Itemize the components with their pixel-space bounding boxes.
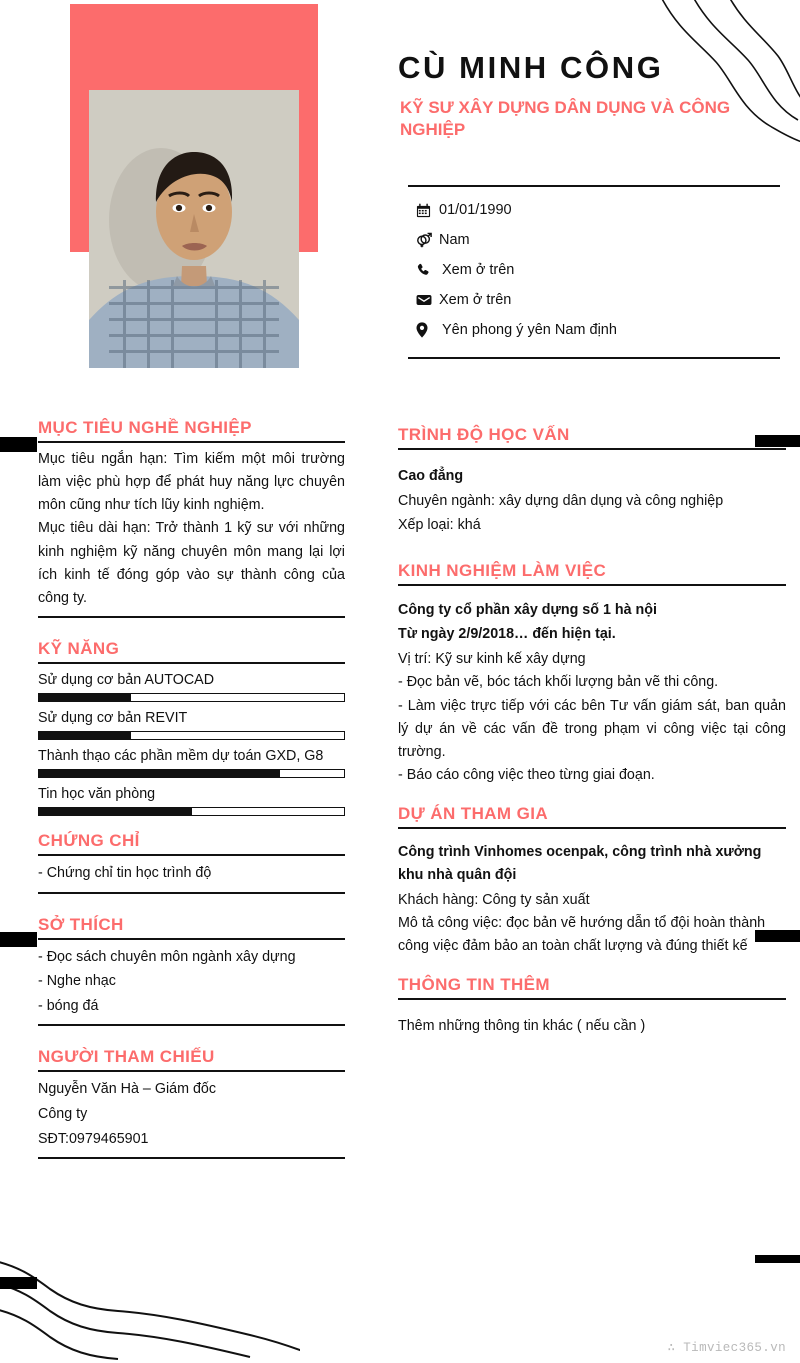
- skill-item: [38, 740, 345, 778]
- edge-marker-left-mid: [0, 932, 37, 947]
- section-skills: [38, 639, 345, 828]
- edge-marker-right-bottom: [755, 1255, 800, 1263]
- contact-row-birthday: [416, 195, 780, 225]
- section-title: KINH NGHIỆM LÀM VIỆC: [398, 560, 607, 580]
- skill-item: [38, 778, 345, 816]
- experience-company: Công ty cổ phần xây dựng số 1 hà nội: [398, 601, 657, 618]
- skill-progress-bar: [38, 731, 345, 740]
- section-title: SỞ THÍCH: [38, 914, 124, 934]
- edge-marker-left-bottom: [0, 1277, 37, 1289]
- experience-duty: - Làm việc trực tiếp với các bên Tư vấn giám sát, ban quản lý dự án về các vấn đề trong phạm vi công việc tại công trường.: [398, 697, 786, 760]
- experience-duty: - Báo cáo công việc theo từng giai đoạn.: [398, 767, 655, 784]
- contact-value: Xem ở trên: [442, 262, 515, 278]
- section-rule-bottom: [38, 1157, 345, 1159]
- section-projects: [398, 804, 786, 964]
- section-title: THÔNG TIN THÊM: [398, 975, 550, 995]
- contact-value: Xem ở trên: [439, 292, 512, 308]
- section-rule-bottom: [38, 1024, 345, 1026]
- section-title: TRÌNH ĐỘ HỌC VẤN: [398, 425, 570, 444]
- contact-value: Nam: [439, 232, 470, 248]
- skill-progress-fill: [39, 694, 131, 701]
- section-title: MỤC TIÊU NGHỀ NGHIỆP: [38, 418, 252, 437]
- contact-row-phone: [416, 255, 780, 285]
- section-hobbies: [38, 915, 345, 1027]
- contact-rule-bottom: [408, 357, 780, 359]
- skill-label: Sử dụng cơ bản AUTOCAD: [38, 672, 215, 689]
- education-line: Xếp loại: khá: [398, 517, 481, 534]
- phone-icon: [416, 263, 438, 277]
- email-icon: [416, 293, 438, 307]
- contact-value: 01/01/1990: [439, 202, 512, 218]
- project-line: Mô tả công việc: đọc bản vẽ hướng dẫn tổ đội hoàn thành công việc đảm bảo an toàn chất lượng và đúng thiết kế: [398, 915, 766, 955]
- education-degree: Cao đẳng: [398, 468, 464, 484]
- project-name: Công trình Vinhomes ocenpak, công trình nhà xưởng khu nhà quân đội: [398, 844, 762, 884]
- section-education: [398, 425, 786, 544]
- section-title: KỸ NĂNG: [38, 639, 120, 659]
- wave-decoration-bottom-left: [0, 1253, 300, 1363]
- contact-row-gender: [416, 225, 780, 255]
- location-pin-icon: [416, 322, 438, 338]
- section-rule-bottom: [38, 616, 345, 618]
- contact-value: Yên phong ý yên Nam định: [442, 322, 617, 338]
- skill-item: [38, 664, 345, 702]
- objective-paragraph: Mục tiêu ngắn hạn: Tìm kiếm một môi trường làm việc phù hợp để phát huy năng lực chuyên môn cũng như tích lũy kinh nghiệm.: [38, 451, 345, 514]
- skill-progress-bar: [38, 693, 345, 702]
- reference-item: Nguyễn Văn Hà – Giám đốc: [38, 1081, 217, 1098]
- skill-label: Sử dụng cơ bản REVIT: [38, 710, 188, 727]
- section-experience: [398, 561, 786, 794]
- right-column: [398, 425, 786, 1048]
- avatar: [89, 90, 299, 368]
- education-line: Chuyên ngành: xây dựng dân dụng và công nghiệp: [398, 492, 724, 509]
- job-title: KỸ SƯ XÂY DỰNG DÂN DỤNG VÀ CÔNG NGHIỆP: [400, 98, 731, 140]
- section-additional: [398, 975, 786, 1045]
- reference-item: Công ty: [38, 1105, 88, 1122]
- project-line: Khách hàng: Công ty sản xuất: [398, 891, 590, 908]
- experience-period: Từ ngày 2/9/2018… đến hiện tại.: [398, 626, 616, 643]
- calendar-icon: [416, 203, 438, 218]
- objective-paragraph: Mục tiêu dài hạn: Trở thành 1 kỹ sư với những kinh nghiệm kỹ năng chuyên môn mang lại lợi ích kinh tế đóng góp vào sự thành công của công ty.: [38, 520, 345, 606]
- contact-row-address: [416, 315, 780, 345]
- reference-item: SĐT:0979465901: [38, 1130, 149, 1147]
- experience-duty: - Đọc bản vẽ, bóc tách khối lượng bản vẽ thi công.: [398, 674, 719, 691]
- skill-progress-fill: [39, 808, 192, 815]
- hobby-item: - Đọc sách chuyên môn ngành xây dựng: [38, 948, 296, 965]
- section-certificates: [38, 831, 345, 894]
- skill-item: [38, 702, 345, 740]
- skill-progress-bar: [38, 807, 345, 816]
- page-title: CÙ MINH CÔNG: [398, 50, 664, 85]
- section-title: DỰ ÁN THAM GIA: [398, 804, 549, 824]
- skill-progress-fill: [39, 732, 131, 739]
- left-column: [38, 418, 345, 1162]
- gender-icon: [416, 232, 438, 248]
- skill-progress-fill: [39, 770, 280, 777]
- portrait-illustration: [89, 90, 299, 368]
- watermark: ∴ Timviec365.vn: [667, 1341, 786, 1355]
- additional-line: Thêm những thông tin khác ( nếu cần ): [398, 1018, 646, 1035]
- edge-marker-left-top: [0, 437, 37, 452]
- hobby-item: - bóng đá: [38, 997, 99, 1014]
- certificate-item: - Chứng chỉ tin học trình độ: [38, 865, 212, 882]
- skill-label: Thành thạo các phần mềm dự toán GXD, G8: [38, 748, 324, 765]
- contact-block: [408, 185, 780, 359]
- section-title: NGƯỜI THAM CHIẾU: [38, 1047, 215, 1067]
- skill-label: Tin học văn phòng: [38, 786, 156, 803]
- section-rule-bottom: [38, 892, 345, 894]
- section-references: [38, 1047, 345, 1159]
- hobby-item: - Nghe nhạc: [38, 973, 116, 990]
- skill-progress-bar: [38, 769, 345, 778]
- section-objective: [38, 418, 345, 618]
- section-title: CHỨNG CHỈ: [38, 831, 140, 851]
- experience-position: Vị trí: Kỹ sư kinh kế xây dựng: [398, 650, 586, 667]
- contact-row-email: [416, 285, 780, 315]
